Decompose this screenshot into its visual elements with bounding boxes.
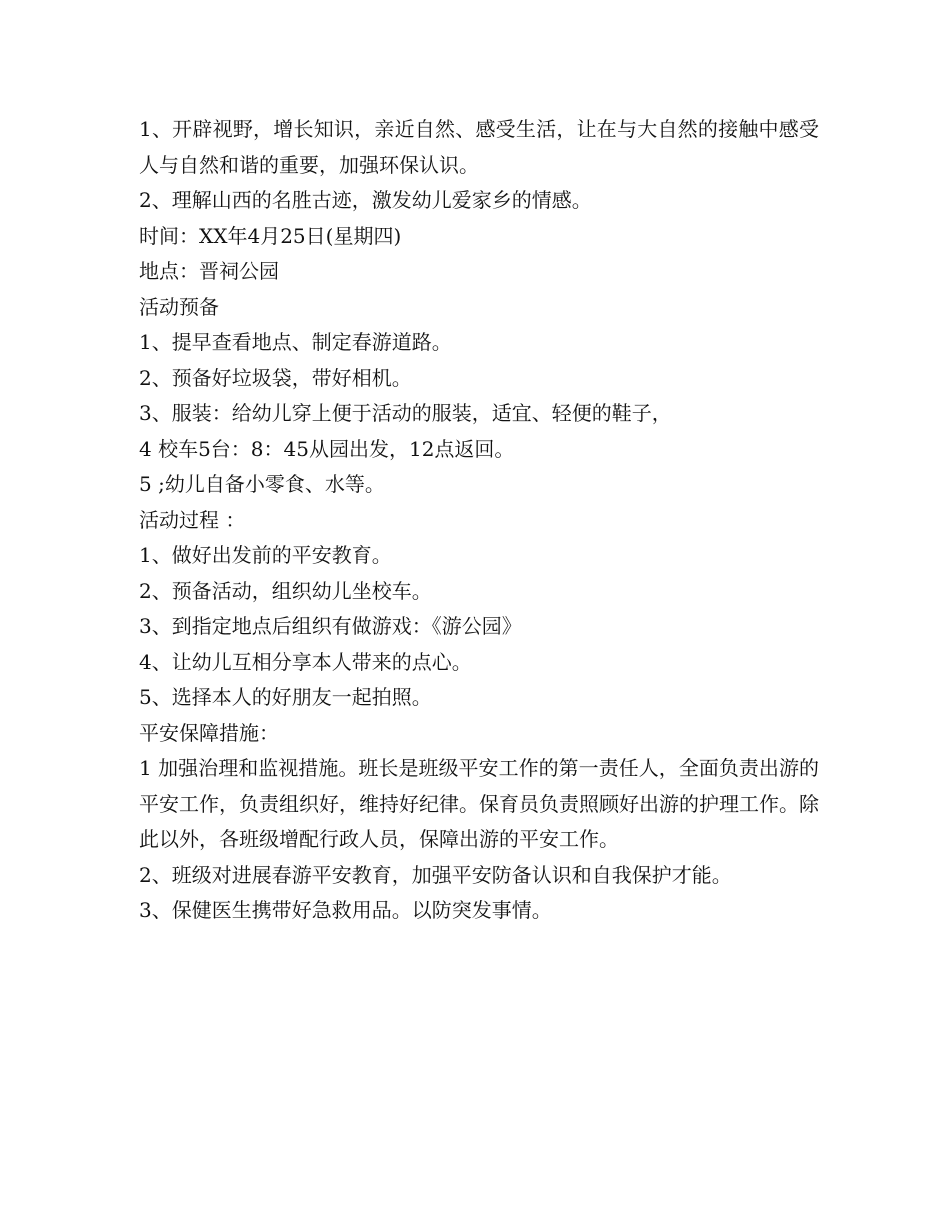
- paragraph-prep-4: 4 校车5台：8：45从园出发，12点返回。: [139, 436, 515, 461]
- paragraph-process-1: 1、做好出发前的平安教育。: [139, 543, 392, 567]
- paragraph-safety-1: 1 加强治理和监视措施。班长是班级平安工作的第一责任人，全面负责出游的平安工作，负责组织好，维持好纪律。保育员负责照顾好出游的护理工作。除此以外，各班级增配行政人员，保障出游的平安工作。: [139, 756, 819, 851]
- heading-safety: 平安保障措施：: [139, 720, 279, 745]
- paragraph-goal-1: 1、开辟视野，增长知识，亲近自然、感受生活，让在与大自然的接触中感受人与自然和谐的重要，加强环保认识。: [139, 117, 819, 177]
- paragraph-safety-2: 2、班级对进展春游平安教育，加强平安防备认识和自我保护才能。: [139, 862, 732, 887]
- paragraph-prep-1: 1、提早查看地点、制定春游道路。: [139, 330, 452, 354]
- paragraph-process-2: 2、预备活动，组织幼儿坐校车。: [139, 578, 432, 603]
- paragraph-safety-3: 3、保健医生携带好急救用品。以防突发事情。: [139, 898, 552, 922]
- paragraph-goal-2: 2、理解山西的名胜古迹，激发幼儿爱家乡的情感。: [139, 188, 592, 212]
- heading-process: 活动过程 ：: [139, 507, 246, 532]
- heading-preparation: 活动预备: [139, 294, 219, 319]
- paragraph-process-5: 5、选择本人的好朋友一起拍照。: [139, 685, 432, 709]
- paragraph-location: 地点：晋祠公园: [139, 259, 279, 283]
- paragraph-prep-3: 3、服装：给幼儿穿上便于活动的服装，适宜、轻便的鞋子，: [139, 401, 672, 425]
- paragraph-prep-2: 2、预备好垃圾袋，带好相机。: [139, 365, 412, 390]
- paragraph-process-4: 4、让幼儿互相分享本人带来的点心。: [139, 649, 472, 674]
- paragraph-prep-5: 5 ;幼儿自备小零食、水等。: [139, 472, 385, 496]
- paragraph-process-3: 3、到指定地点后组织有做游戏：《游公园》: [139, 614, 522, 638]
- document-body: [139, 112, 819, 929]
- paragraph-time: 时间：XX年4月25日(星期四): [139, 223, 402, 248]
